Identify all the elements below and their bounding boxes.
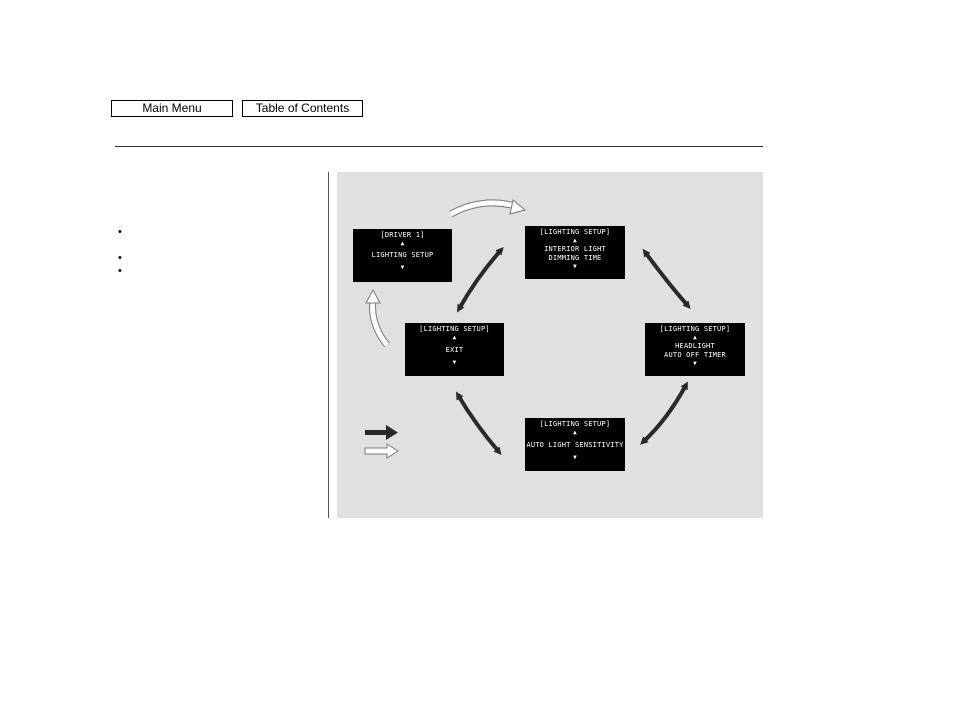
dark-right-arrow-icon	[365, 425, 398, 440]
screen-title: [LIGHTING SETUP]	[659, 325, 731, 333]
screen-headlight-timer	[645, 323, 745, 376]
screen-driver-lighting-setup	[353, 229, 452, 282]
down-arrow-icon: ▼	[452, 359, 457, 366]
up-arrow-icon: ▲	[573, 237, 577, 244]
header-divider	[115, 146, 763, 147]
down-arrow-icon: ▼	[693, 360, 697, 367]
screen-title: [LIGHTING SETUP]	[419, 325, 490, 333]
screen-line-2: DIMMING TIME	[548, 254, 602, 262]
main-menu-button[interactable]: Main Menu	[111, 100, 233, 117]
down-arrow-icon: ▼	[573, 454, 577, 461]
bullet-2: •	[118, 252, 122, 264]
up-arrow-icon: ▲	[400, 240, 405, 247]
double-arrow-driver-interior	[459, 250, 501, 309]
white-arrow-driver-to-interior	[451, 200, 525, 214]
double-arrow-interior-headlight	[645, 252, 688, 306]
up-arrow-icon: ▲	[693, 334, 697, 341]
screen-line-1: HEADLIGHT	[675, 342, 715, 350]
screen-title: [LIGHTING SETUP]	[539, 228, 611, 236]
screen-auto-light-sensitivity	[525, 418, 625, 471]
screen-title: [LIGHTING SETUP]	[539, 420, 611, 428]
white-right-arrow-icon	[365, 444, 398, 458]
screen-line-1: EXIT	[445, 346, 464, 354]
down-arrow-icon: ▼	[573, 263, 577, 270]
table-of-contents-button[interactable]: Table of Contents	[242, 100, 363, 117]
white-arrow-exit-to-driver	[366, 290, 387, 345]
screen-line-1: AUTO LIGHT SENSITIVITY	[526, 441, 624, 449]
double-arrow-headlight-sensitivity	[643, 385, 686, 442]
bullet-1: •	[118, 226, 122, 238]
column-divider	[328, 172, 329, 518]
double-arrow-sensitivity-exit	[458, 395, 499, 452]
screen-line-1: INTERIOR LIGHT	[544, 245, 606, 253]
bullet-3: •	[118, 265, 122, 277]
screen-line-2: AUTO OFF TIMER	[664, 351, 726, 359]
up-arrow-icon: ▲	[452, 334, 457, 341]
screen-line-1: LIGHTING SETUP	[371, 251, 434, 259]
up-arrow-icon: ▲	[573, 429, 577, 436]
screen-interior-light	[525, 226, 625, 279]
screen-exit	[405, 323, 504, 376]
down-arrow-icon: ▼	[400, 264, 405, 271]
screen-title: [DRIVER 1]	[380, 231, 425, 239]
